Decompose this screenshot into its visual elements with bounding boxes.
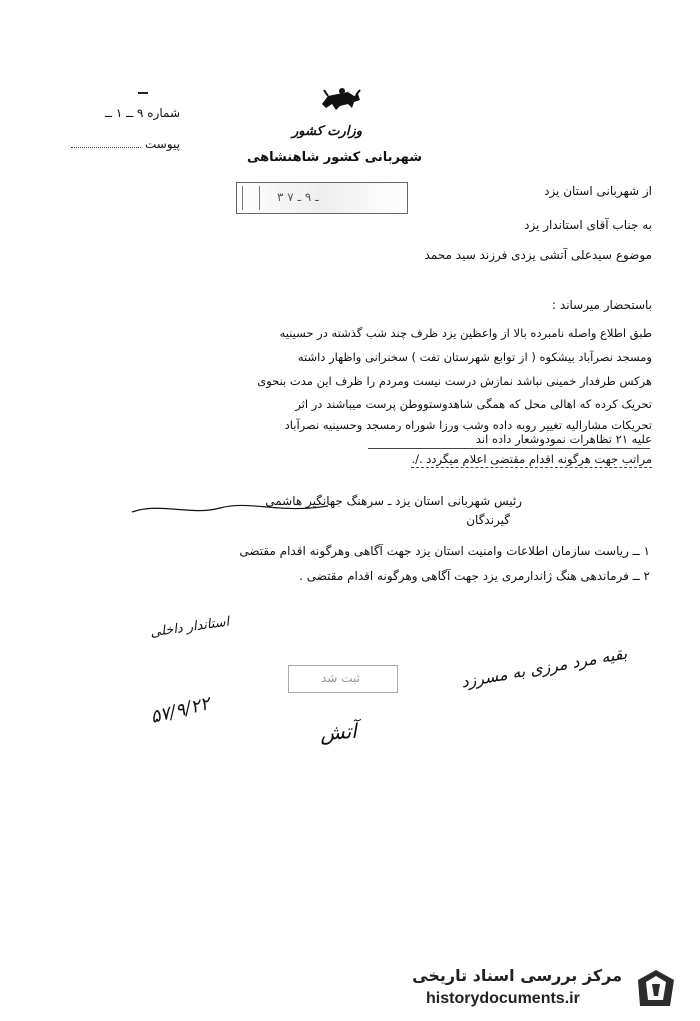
attachment-value bbox=[71, 147, 141, 148]
signature-line: رئیس شهربانی استان یزد ـ سرهنگ جهانگیر هاشمی bbox=[265, 494, 522, 508]
lion-and-sun-emblem-icon bbox=[318, 86, 362, 112]
recipients-label: گیرندگان bbox=[466, 513, 510, 527]
handwritten-date: ۵۷/۹/۲۲ bbox=[148, 692, 213, 729]
office-name: شهربانی کشور شاهنشاهی bbox=[247, 150, 422, 165]
number-field bbox=[105, 106, 180, 120]
subject-label: موضوع bbox=[615, 248, 652, 262]
watermark-logo-icon bbox=[630, 964, 680, 1014]
watermark-url: historydocuments.ir bbox=[426, 990, 580, 1007]
signature-scribble bbox=[130, 500, 330, 518]
handwritten-note-left: استاندار داخلی bbox=[149, 614, 231, 641]
corner-mark bbox=[138, 92, 148, 94]
watermark-title: مرکز بررسی اسناد تاریخی bbox=[412, 966, 622, 985]
body-line-7: مراتب جهت هرگونه اقدام مقتضی اعلام میگردد ./. bbox=[411, 452, 652, 466]
body-line-3: هرکس طرفدار خمینی نباشد نمازش درست نیست ومردم را ظرف این مدت بنحوی bbox=[257, 374, 652, 388]
salutation: باستحضار میرساند : bbox=[552, 298, 652, 312]
body-underline bbox=[368, 448, 650, 449]
recipient-line bbox=[524, 218, 652, 232]
attachment-field bbox=[71, 137, 180, 151]
ministry-name: وزارت کشور bbox=[292, 124, 362, 139]
body-line-6: علیه ۲۱ تظاهرات نمودوشعار داده اند bbox=[475, 432, 652, 446]
number-value: ۹ ــ ۱ ــ bbox=[105, 106, 144, 120]
attachment-label: پیوست bbox=[145, 137, 180, 151]
sender-line: از شهربانی استان یزد bbox=[544, 184, 652, 198]
registration-stamp-side bbox=[242, 186, 260, 210]
handwritten-note-right: بقیه مرد مرزی به مسرزد bbox=[459, 643, 629, 692]
received-stamp-text: ثبت شد bbox=[321, 671, 360, 685]
registration-stamp-text: ۳ ـ ۹ ـ ۷ bbox=[277, 190, 319, 204]
subject-value: سیدعلی آتشی یزدی فرزند سید محمد bbox=[424, 248, 612, 262]
body-line-5: تحریکات مشارالیه تغییر روبه داده وشب ورزا شوراه رمسجد وحسینیه نصرآباد bbox=[284, 418, 652, 432]
subject-line bbox=[425, 248, 652, 262]
recipient-item-2: ۲ ــ فرماندهی هنگ ژاندارمری یزد جهت آگاهی وهرگونه اقدام مقتضی . bbox=[299, 569, 650, 583]
body-line-2: ومسجد نصرآباد بیشکوه ( از توابع شهرستان تفت ) سخنرانی واظهار داشته bbox=[297, 350, 652, 364]
registration-stamp bbox=[236, 182, 408, 214]
recipient-name: جناب آقای استاندار یزد bbox=[524, 218, 639, 232]
recipient-prefix: به bbox=[642, 218, 652, 232]
recipient-item-1: ۱ ــ ریاست سازمان اطلاعات وامنیت استان یزد جهت آگاهی وهرگونه اقدام مقتضی bbox=[239, 544, 650, 558]
number-label: شماره bbox=[147, 106, 180, 120]
handwritten-initial: آتش bbox=[319, 718, 358, 746]
body-line-1: طبق اطلاع واصله نامبرده بالا از واعظین یزد ظرف چند شب گذشته در حسینیه bbox=[279, 326, 652, 340]
body-line-4: تحریک کرده که اهالی محل که همگی شاهدوستووطن پرست میباشند در اثر bbox=[295, 397, 652, 411]
received-stamp bbox=[288, 665, 398, 693]
